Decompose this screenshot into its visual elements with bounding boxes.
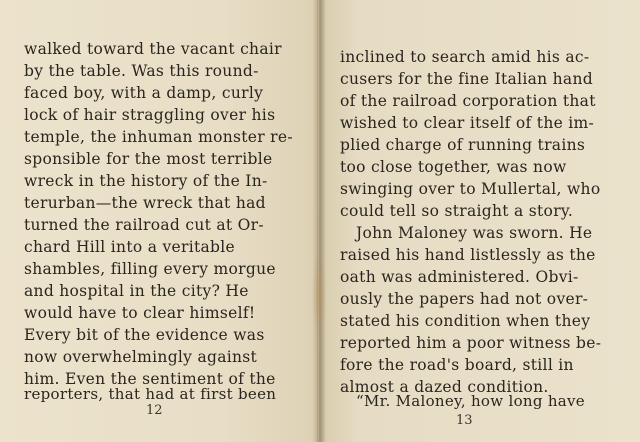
right-text-line: reported him a poor witness be- — [340, 334, 602, 352]
left-text-line: faced boy, with a damp, curly — [24, 84, 264, 102]
right-text-line: inclined to search amid his ac- — [340, 48, 590, 66]
right-text-line: of the railroad corporation that — [340, 92, 596, 110]
left-text-line: shambles, filling every morgue — [24, 260, 276, 278]
left-text-line: reporters, that had at first been — [24, 385, 277, 403]
paper-stain — [312, 250, 326, 340]
right-text-line: “Mr. Maloney, how long have — [356, 392, 585, 410]
right-text-line: raised his hand listlessly as the — [340, 246, 596, 264]
right-text-line: could tell so straight a story. — [340, 202, 574, 220]
left-page-number: 12 — [146, 403, 163, 418]
right-text-line: wished to clear itself of the im- — [340, 114, 595, 132]
right-text-line: oath was administered. Obvi- — [340, 268, 579, 286]
right-text-line: fore the road's board, still in — [340, 356, 574, 374]
left-text-line: now overwhelmingly against — [24, 348, 258, 366]
left-page — [0, 0, 318, 442]
right-page-number: 13 — [456, 413, 473, 428]
left-text-line: terurban—the wreck that had — [24, 194, 266, 212]
right-text-line: almost a dazed condition. — [340, 378, 549, 396]
right-text-line: ously the papers had not over- — [340, 290, 589, 308]
left-text-line: and hospital in the city? He — [24, 282, 249, 300]
right-text-line: too close together, was now — [340, 158, 567, 176]
right-text-line: plied charge of running trains — [340, 136, 586, 154]
book-gutter — [312, 0, 326, 442]
left-text-line: walked toward the vacant chair — [24, 40, 282, 58]
left-text-line: Every bit of the evidence was — [24, 326, 265, 344]
left-text-line: lock of hair straggling over his — [24, 106, 276, 124]
right-text-line: swinging over to Mullertal, who — [340, 180, 601, 198]
right-text-line: cusers for the fine Italian hand — [340, 70, 593, 88]
left-text-line: chard Hill into a veritable — [24, 238, 235, 256]
left-text-line: temple, the inhuman monster re- — [24, 128, 293, 146]
left-text-line: him. Even the sentiment of the — [24, 370, 276, 388]
right-text-line: John Maloney was sworn. He — [356, 224, 593, 242]
left-text-line: sponsible for the most terrible — [24, 150, 273, 168]
left-text-line: would have to clear himself! — [24, 304, 256, 322]
right-page — [320, 0, 640, 442]
left-text-line: wreck in the history of the In- — [24, 172, 268, 190]
left-text-line: turned the railroad cut at Or- — [24, 216, 264, 234]
left-text-line: by the table. Was this round- — [24, 62, 259, 80]
right-text-line: stated his condition when they — [340, 312, 591, 330]
